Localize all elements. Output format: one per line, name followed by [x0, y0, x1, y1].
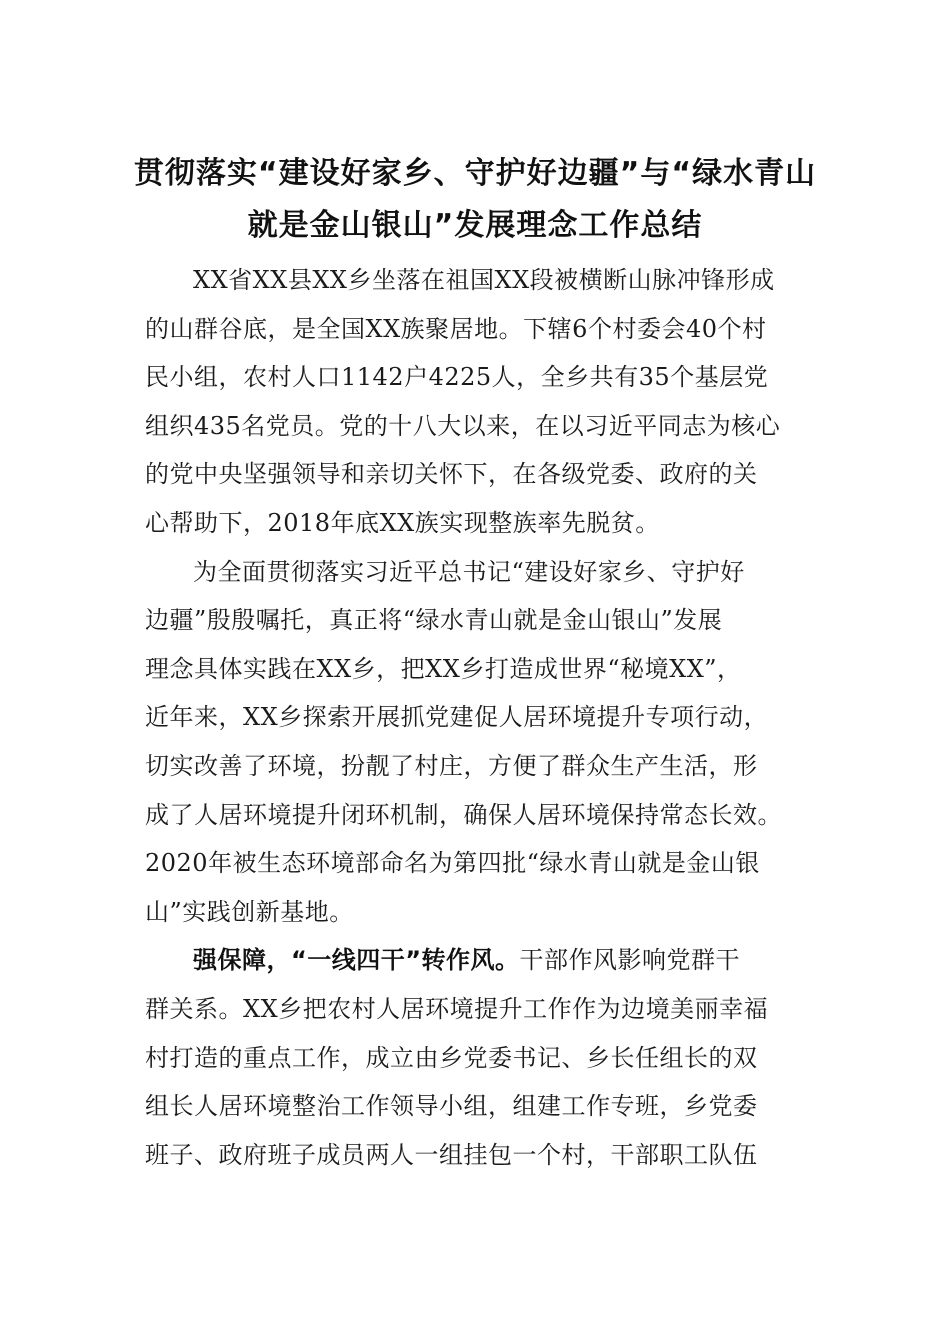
paragraph-intro	[145, 256, 810, 548]
paragraph-line: 组织435名党员。党的十八大以来，在以习近平同志为核心	[145, 411, 781, 440]
paragraph-line: 近年来，XX乡探索开展抓党建促人居环境提升专项行动，	[145, 703, 769, 732]
title-line: 贯彻落实“建设好家乡、守护好边疆”与“绿水青山	[133, 156, 817, 192]
document-body	[145, 256, 810, 1179]
paragraph-line: 成了人居环境提升闭环机制，确保人居环境保持常态长效。	[145, 800, 782, 829]
paragraph-line: 民小组，农村人口1142户4225人，全乡共有35个基层党	[145, 363, 769, 392]
paragraph-line: XX省XX县XX乡坐落在祖国XX段被横断山脉冲锋形成	[193, 266, 775, 294]
paragraph-line: 班子、政府班子成员两人一组挂包一个村，干部职工队伍	[145, 1140, 758, 1169]
paragraph-line: 理念具体实践在XX乡，把XX乡打造成世界“秘境XX”，	[145, 654, 742, 683]
paragraph-line: 群关系。XX乡把农村人居环境提升工作作为边境美丽幸福	[145, 994, 769, 1023]
paragraph-line	[145, 936, 810, 985]
paragraph-line: 村打造的重点工作，成立由乡党委书记、乡长任组长的双	[145, 1043, 758, 1072]
paragraph-line: 边疆”殷殷嘱托，真正将“绿水青山就是金山银山”发展	[145, 606, 723, 635]
paragraph-section-1	[145, 936, 810, 1179]
paragraph-line: 的山群谷底，是全国XX族聚居地。下辖6个村委会40个村	[145, 314, 767, 343]
document-title	[130, 148, 820, 252]
paragraph-line: 2020年被生态环境部命名为第四批“绿水青山就是金山银	[145, 849, 760, 878]
paragraph-line: 组长人居环境整治工作领导小组，组建工作专班，乡党委	[145, 1092, 758, 1121]
paragraph-line: 为全面贯彻落实习近平总书记“建设好家乡、守护好	[193, 557, 745, 586]
section-heading: 强保障，“一线四干”转作风。	[193, 946, 520, 975]
paragraph-line: 切实改善了环境，扮靓了村庄，方便了群众生产生活，形	[145, 751, 758, 780]
paragraph-text: 干部作风影响党群干	[519, 946, 741, 975]
paragraph-line: 山”实践创新基地。	[145, 897, 354, 926]
paragraph-line: 心帮助下，2018年底XX族实现整族率先脱贫。	[145, 508, 660, 537]
paragraph-background	[145, 548, 810, 937]
paragraph-line: 的党中央坚强领导和亲切关怀下，在各级党委、政府的关	[145, 460, 758, 489]
title-line: 就是金山银山”发展理念工作总结	[247, 208, 703, 244]
